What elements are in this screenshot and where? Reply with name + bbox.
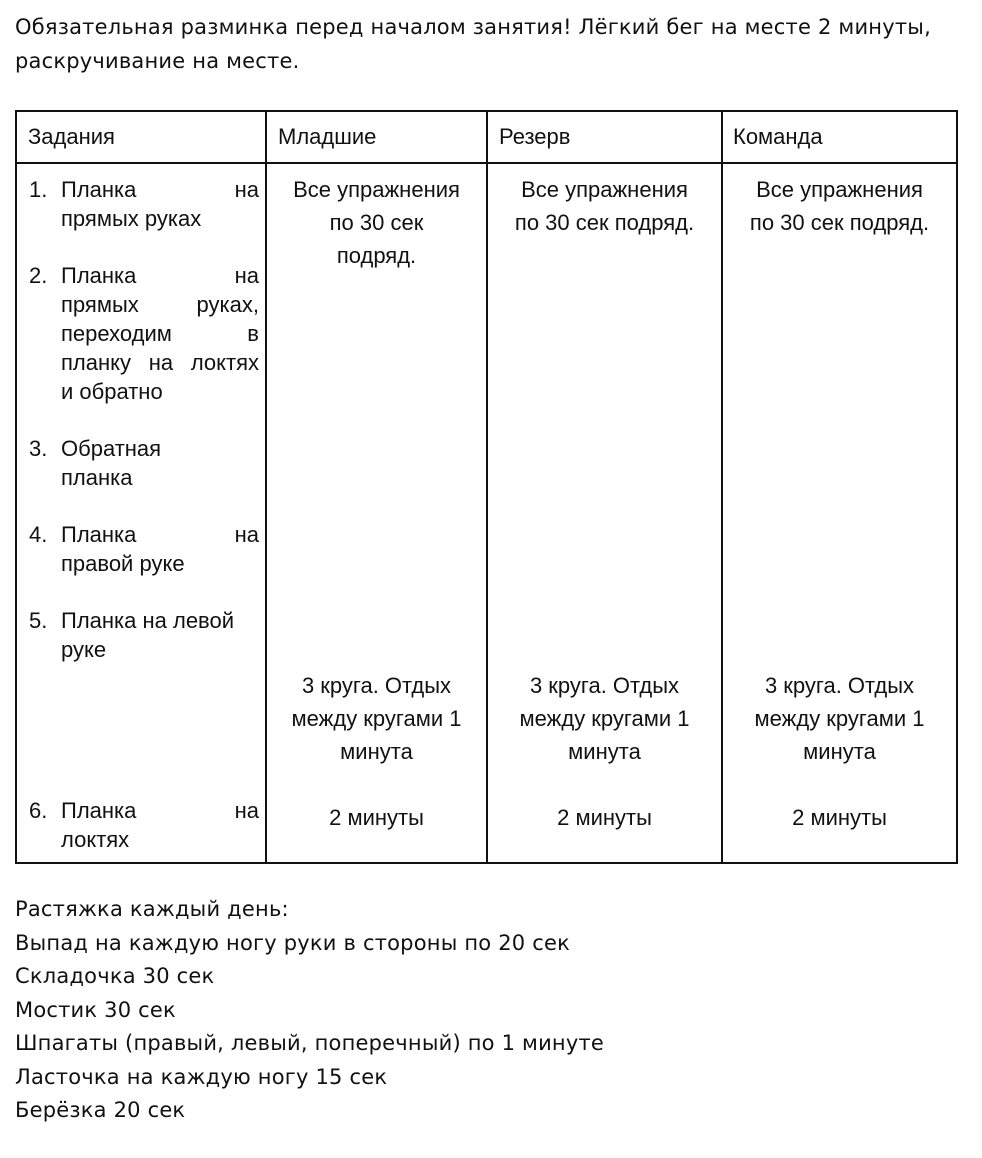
cell-line: 2 минуты (557, 805, 652, 830)
cell-line: минута (568, 739, 641, 764)
cell-line: 2 минуты (329, 805, 424, 830)
task-number: 5. (29, 608, 48, 633)
komanda-exercises-cell (723, 173, 956, 239)
mladshie-plank-cell (267, 801, 486, 834)
stretching-item: Мостик 30 сек (15, 997, 176, 1022)
task-line: Планка на (61, 263, 259, 288)
cell-line: минута (803, 739, 876, 764)
cell-line: Все упражнения (756, 177, 923, 202)
column-header-komanda: Команда (733, 124, 823, 149)
stretching-item: Ласточка на каждую ногу 15 сек (15, 1064, 388, 1089)
task-line: Планка на (61, 177, 259, 202)
task-line: Обратная (61, 436, 162, 461)
task-line: Планка на левой (61, 608, 235, 633)
mladshie-exercises-cell (267, 173, 486, 272)
task-line: Планка на (61, 798, 259, 823)
task-line: прямых руках, (61, 292, 259, 317)
task-line: локтях (61, 827, 130, 852)
cell-line: минута (340, 739, 413, 764)
task-line: Планка на (61, 522, 259, 547)
task-line: и обратно (61, 379, 163, 404)
column-header-rezerv: Резерв (499, 124, 571, 149)
stretching-item: Складочка 30 сек (15, 964, 215, 988)
komanda-rounds-cell (723, 669, 956, 768)
task-number: 4. (29, 522, 48, 547)
rezerv-rounds-cell (488, 669, 721, 768)
intro-text (15, 10, 965, 78)
rezerv-exercises-cell (488, 173, 721, 239)
mladshie-rounds-cell (267, 669, 486, 768)
cell-line: Все упражнения (521, 177, 688, 202)
cell-line: 3 круга. Отдых (764, 673, 915, 698)
stretching-item: Шпагаты (правый, левый, поперечный) по 1 минуте (15, 1031, 605, 1055)
task-line: планку на локтях (61, 350, 259, 375)
komanda-plank-cell (723, 801, 956, 834)
intro-line: раскручивание на месте. (15, 49, 300, 73)
cell-line: Все упражнения (293, 177, 460, 202)
stretching-title: Растяжка каждый день: (15, 897, 289, 921)
cell-line: по 30 сек подряд. (749, 210, 930, 235)
task-number: 1. (29, 177, 48, 202)
task-line: переходим в (61, 321, 259, 346)
column-header-mladshie: Младшие (278, 124, 377, 149)
cell-line: по 30 сек (329, 210, 424, 235)
cell-line: 3 круга. Отдых (301, 673, 452, 698)
stretching-section (15, 893, 965, 1128)
cell-line: 2 минуты (792, 805, 887, 830)
stretching-item: Берёзка 20 сек (15, 1098, 186, 1122)
cell-line: подряд. (336, 243, 417, 268)
task-line: правой руке (61, 551, 185, 576)
exercise-table (15, 110, 958, 864)
header-divider (17, 162, 956, 164)
rezerv-plank-cell (488, 801, 721, 834)
cell-line: по 30 сек подряд. (514, 210, 695, 235)
task-line: прямых руках (61, 206, 202, 231)
cell-line: между кругами 1 (291, 706, 462, 731)
task-number: 3. (29, 436, 48, 461)
cell-line: 3 круга. Отдых (529, 673, 680, 698)
task-number: 6. (29, 798, 48, 823)
stretching-item: Выпад на каждую ногу руки в стороны по 20 сек (15, 930, 570, 955)
task-number: 2. (29, 263, 48, 288)
column-header-tasks: Задания (28, 124, 115, 149)
task-line: планка (61, 465, 133, 490)
intro-line: Обязательная разминка перед началом занятия! Лёгкий бег на месте 2 минуты, (15, 15, 931, 39)
cell-line: между кругами 1 (754, 706, 925, 731)
cell-line: между кругами 1 (519, 706, 690, 731)
task-line: руке (61, 637, 107, 662)
